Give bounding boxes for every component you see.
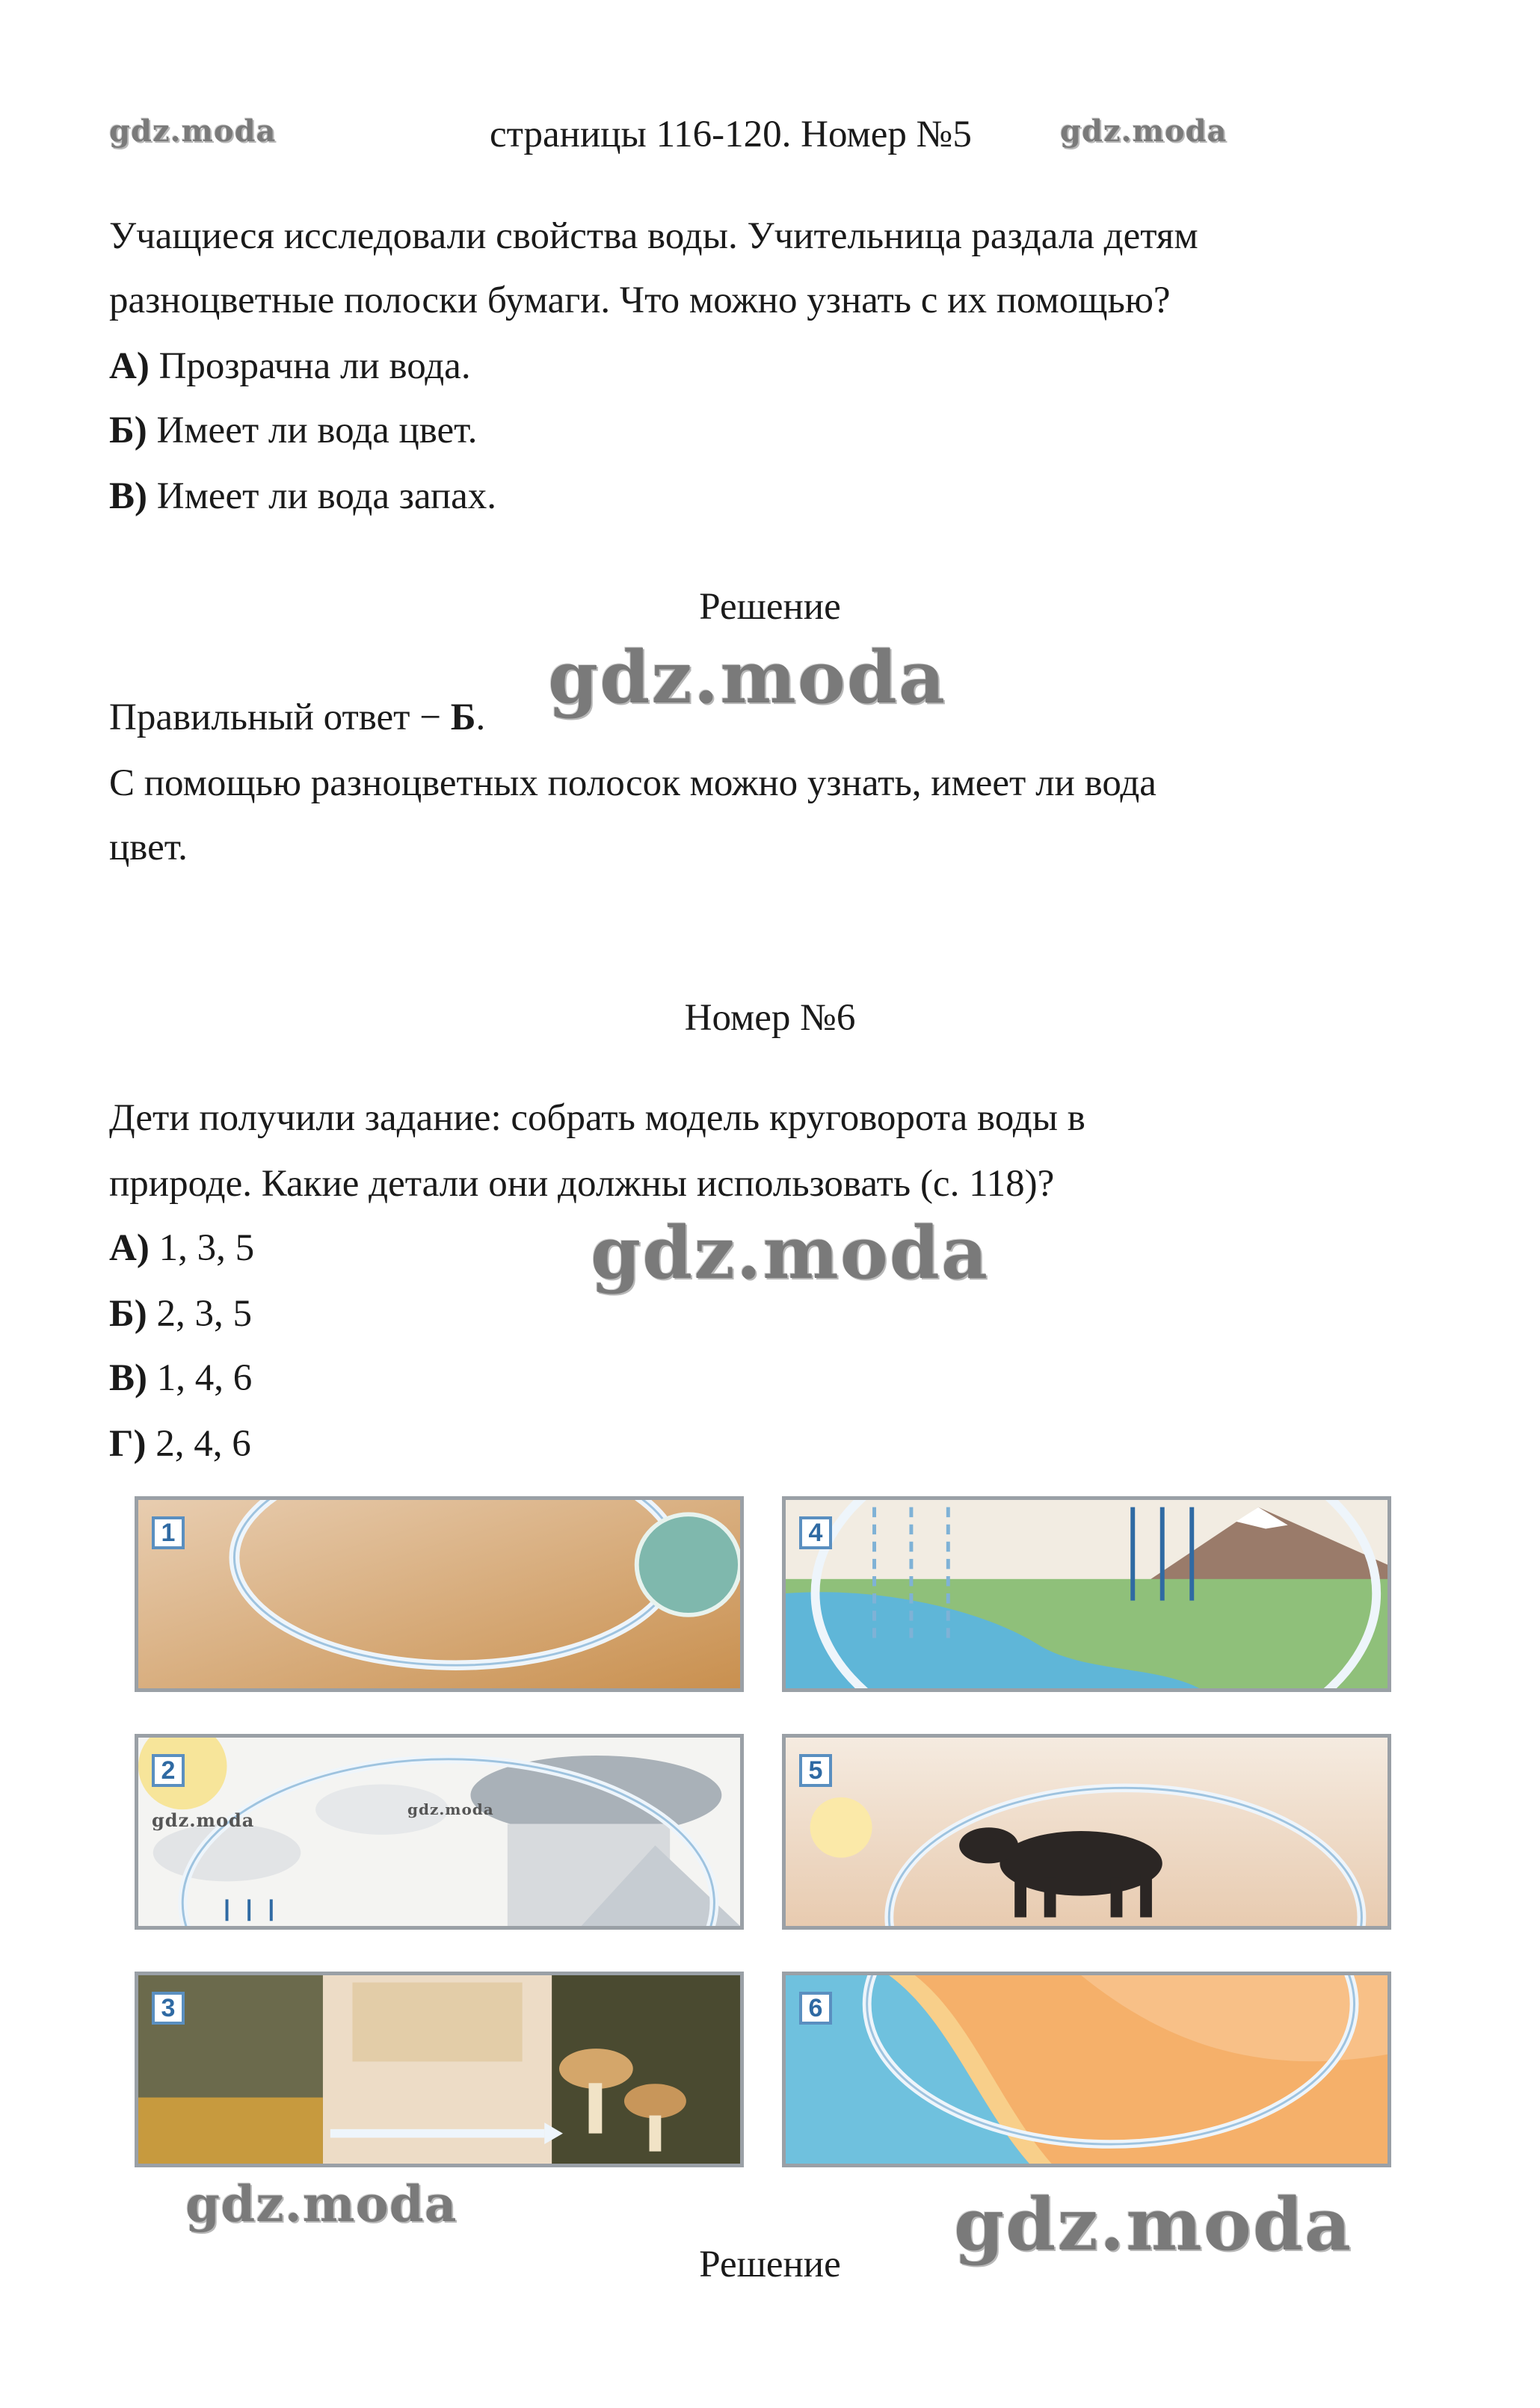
option-text: Имеет ли вода цвет. [156,410,478,451]
panel-5-illustration [786,1738,1387,1926]
task5-question-line1: Учащиеся исследовали свойства воды. Учительница раздала детям [109,215,1198,257]
cloud [153,1824,301,1881]
panel-number: 6 [799,1992,832,2025]
fallen-leaves [138,2098,323,2164]
picture-panel-6 [782,1972,1391,2167]
picture-panel-2 [135,1734,744,1930]
option-text: Имеет ли вода запах. [156,475,497,517]
task6-option-d [109,1411,251,1477]
mushroom-cap [624,2084,686,2118]
option-text: 1, 4, 6 [156,1357,253,1399]
task6-option-c [109,1345,252,1411]
watermark-panel-2a: gdz.moda [152,1809,255,1831]
picture-panel-4 [782,1496,1391,1692]
task5-solution-heading: Решение [699,586,841,628]
watermark-bottom-left: gdz.moda [185,2175,458,2233]
panel-number: 3 [152,1992,185,2025]
panel-number: 2 [152,1754,185,1787]
task5-option-c [109,463,496,529]
picture-panel-3 [135,1972,744,2167]
option-text: 2, 3, 5 [156,1293,252,1335]
panel-number: 1 [152,1516,185,1549]
panel-6-illustration [786,1975,1387,2164]
task6-solution-heading: Решение [699,2244,841,2285]
task6-heading: Номер №6 [684,997,856,1039]
panel-1-illustration [138,1500,740,1688]
microbe-circle [637,1514,740,1615]
task5-question-line2: разноцветные полоски бумаги. Что можно узнать с их помощью? [109,280,1171,321]
option-letter: Б) [109,1293,147,1335]
option-letter: Г) [109,1423,147,1465]
mushroom-stem [650,2116,662,2152]
task5-option-a [109,333,471,399]
mushroom-cap [559,2049,633,2089]
page-title: страницы 116-120. Номер №5 [490,114,972,155]
picture-panel-5 [782,1734,1391,1930]
task5-option-b [109,398,477,463]
option-text: 2, 4, 6 [155,1423,251,1465]
picture-panel-1 [135,1496,744,1692]
option-text: 1, 3, 5 [158,1227,255,1269]
option-text: Прозрачна ли вода. [158,345,471,387]
deer-area [352,1983,522,2062]
mushroom-stem [589,2083,603,2133]
panel-3-illustration [138,1975,740,2164]
task6-question-line1: Дети получили задание: собрать модель круговорота воды в [109,1097,1085,1139]
storm-cloud [470,1756,721,1835]
watermark-mid-1: gdz.moda [548,635,947,720]
watermark-header-left: gdz.moda [109,114,277,149]
watermark-panel-2b: gdz.moda [407,1800,494,1818]
task6-question-line2: природе. Какие детали они должны использовать (с. 118)? [109,1163,1055,1205]
task6-option-b [109,1281,252,1347]
answer-suffix: . [475,697,486,738]
answer-letter: Б [450,697,476,738]
watermark-mid-2: gdz.moda [591,1211,990,1295]
watermark-bottom-right: gdz.moda [954,2182,1353,2267]
answer-prefix: Правильный ответ − [109,697,451,738]
panel-number: 4 [799,1516,832,1549]
option-letter: В) [109,1357,147,1399]
option-letter: А) [109,1227,150,1269]
option-letter: А) [109,345,150,387]
task6-option-a [109,1215,254,1281]
task5-explanation-line1: С помощью разноцветных полосок можно узнать, имеет ли вода [109,762,1156,804]
watermark-header-right: gdz.moda [1060,114,1228,149]
panel-2-illustration [138,1738,740,1926]
option-letter: В) [109,475,147,517]
task5-explanation-line2: цвет. [109,827,188,868]
option-letter: Б) [109,410,147,451]
panel-4-illustration [786,1500,1387,1688]
sun [810,1797,872,1858]
panel-number: 5 [799,1754,832,1787]
task5-answer [109,685,485,750]
